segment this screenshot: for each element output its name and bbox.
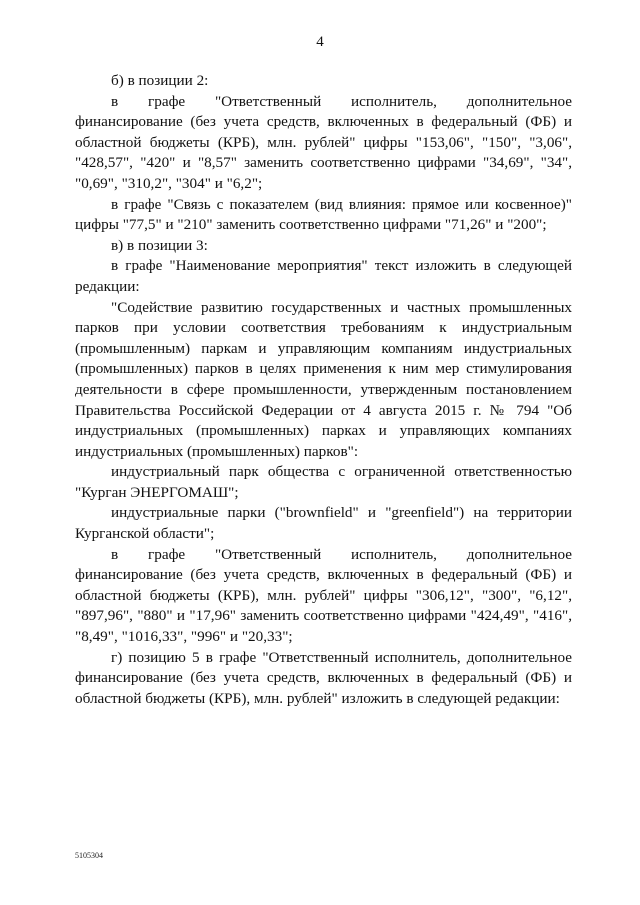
paragraph-new-event-text: "Содействие развитию государственных и частных промышленных парков при условии соответствия требованиям к индустриальным (промышленным) паркам и управляющим компаниям индустриальных (промышленных) парков в целях применения к ним мер стимулирования деятельности в сфере промышленности, утвержденным постановлением Правительства Российской Федерации от 4 августа 2015 г. № 794 "Об индустриальных (промышленных) парках и управляющих компаниях индустриальных (промышленных) парков": [75, 298, 572, 460]
paragraph-position-5: г) позицию 5 в графе "Ответственный исполнитель, дополнительное финансирование (без учета средств, включенных в федеральный (ФБ) и областной бюджеты (КРБ), млн. рублей" изложить в следующей редакции: [75, 648, 572, 707]
document-body [75, 71, 572, 709]
paragraph-position-3-heading: в) в позиции 3: [111, 236, 208, 254]
paragraph-responsible-executor-pos2: в графе "Ответственный исполнитель, дополнительное финансирование (без учета средств, включенных в федеральный (ФБ) и областной бюджеты (КРБ), млн. рублей" цифры "153,06", "150", "3,06", "428,57", "420" и "8,57" заменить соответственно цифрами "34,69", "34", "0,69", "310,2", "304" и "6,2"; [75, 92, 572, 192]
paragraph-industrial-park-energomash: индустриальный парк общества с ограниченной ответственностью "Курган ЭНЕРГОМАШ"; [75, 463, 572, 501]
paragraph-indicator-link-pos2: в графе "Связь с показателем (вид влияния: прямое или косвенное)" цифры "77,5" и "210" заменить соответственно цифрами "71,26" и "200"; [75, 195, 572, 234]
paragraph-industrial-parks-region: индустриальные парки ("brownfield" и "greenfield") на территории Курганской области"; [75, 504, 572, 543]
paragraph-responsible-executor-pos3: в графе "Ответственный исполнитель, дополнительное финансирование (без учета средств, включенных в федеральный (ФБ) и областной бюджеты (КРБ), млн. рублей" цифры "306,12", "300", "6,12", "897,96", "880" и "17,96" заменить соответственно цифрами "424,49", "416", "8,49", "1016,33", "996" и "20,33"; [75, 545, 572, 646]
page-number: 4 [316, 34, 324, 50]
paragraph-event-name-pos3: в графе "Наименование мероприятия" текст изложить в следующей редакции: [75, 257, 572, 295]
paragraph-position-2-heading: б) в позиции 2: [111, 72, 209, 89]
document-code: 5105304 [75, 851, 103, 860]
